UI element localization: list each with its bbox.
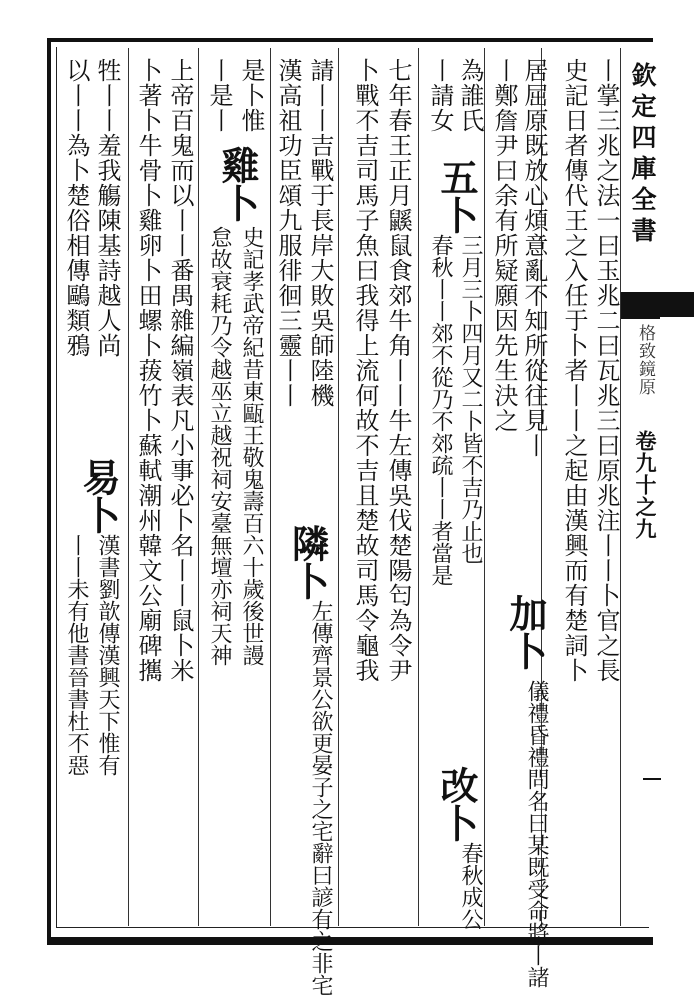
page-number-mark xyxy=(643,778,661,780)
text-column xyxy=(591,58,621,920)
text-column xyxy=(350,58,380,920)
column-text: 丨掌三兆之法一曰玉兆二曰瓦兆三曰原兆注丨丨卜官之長 xyxy=(592,58,620,683)
text-column xyxy=(165,58,195,920)
column-text: 卜著卜牛骨卜雞卵卜田螺卜菝竹卜蘇軾潮州韓文公廟碑𢹂 xyxy=(134,58,162,683)
note-lin: 左傳齊景公欲更晏子之宅辭曰諺有之非宅 xyxy=(308,600,333,996)
text-column xyxy=(559,58,589,920)
note-yi-a: 漢書劉歆傳漢興天下惟有 xyxy=(95,534,120,776)
column-text: 牲丨丨羞我觴陳基詩越人尚 xyxy=(93,58,121,358)
column-text: 是卜惟 xyxy=(237,58,265,133)
note-gai: 春秋成公 xyxy=(458,842,483,930)
column-text: 請丨丨吉戰于長岸大敗吳師陸機 xyxy=(306,58,334,408)
column-text: 漢高祖功臣頌九服徘徊三靈丨丨 xyxy=(274,58,302,408)
volume-label: 卷九十之九 xyxy=(633,430,658,540)
column-separator xyxy=(418,48,419,926)
text-column xyxy=(383,58,413,920)
book-title: 欽定四庫全書 xyxy=(628,62,657,248)
note-ji-a: 史記孝武帝紀昔東甌王敬鬼壽百六十歲後世謾 xyxy=(239,226,264,666)
headword-lin: 隣卜 xyxy=(285,524,330,600)
text-column xyxy=(273,58,303,920)
column-separator xyxy=(198,48,199,926)
text-column xyxy=(489,58,519,920)
section-label: 格致鏡原 xyxy=(635,324,655,396)
column-text: 丨鄭詹尹曰余有所疑願因先生決之 xyxy=(490,58,518,433)
headword-ji: 雞卜 xyxy=(215,146,260,222)
column-separator xyxy=(128,48,129,926)
note-jia: 儀禮昏禮問名曰某既受命將丨諸 xyxy=(524,680,549,988)
headword-yi: 易卜 xyxy=(76,458,121,534)
column-text: 卜戰不吉司馬子魚曰我得上流何故不吉且楚故司馬令龜我 xyxy=(351,58,379,683)
column-text: 史記日者傳代王之入任于卜者丨丨之起由漢興而有楚詞卜 xyxy=(560,58,588,683)
column-separator xyxy=(270,48,271,926)
column-text: 上帝百鬼而以丨丨番禺雜編嶺表凡小事必卜名丨丨鼠卜米 xyxy=(166,58,194,683)
note-wu-b: 春秋丨丨郊不從乃不郊疏丨丨者當是 xyxy=(428,234,453,586)
column-text: 以丨丨為卜楚俗相傳鷗類鴉 xyxy=(62,58,90,358)
headword-gai: 改卜 xyxy=(434,766,479,842)
column-text: 丨請女 xyxy=(426,58,454,133)
column-text: 居屈原既放心煩意亂不知所從往見丨 xyxy=(520,58,548,458)
fold-band xyxy=(620,292,694,317)
headword-jia: 加卜 xyxy=(503,594,548,670)
column-text: 為誰氏 xyxy=(456,58,484,133)
note-ji-b: 怠故衰耗乃令越巫立越祝祠安臺無壇亦祠天神 xyxy=(207,226,232,666)
column-text: 七年春王正月鼷鼠食郊牛角丨丨牛左傳吳伐楚陽匄為令尹 xyxy=(384,58,412,683)
column-separator xyxy=(338,48,339,926)
column-text: 丨是丨 xyxy=(205,58,233,133)
note-yi-b: 丨丨未有他書晉書杜不惡 xyxy=(64,534,89,776)
text-column xyxy=(133,58,163,920)
headword-wu: 五卜 xyxy=(434,158,479,234)
note-wu-a: 三月三卜四月又二卜皆不吉乃止也 xyxy=(458,234,483,564)
